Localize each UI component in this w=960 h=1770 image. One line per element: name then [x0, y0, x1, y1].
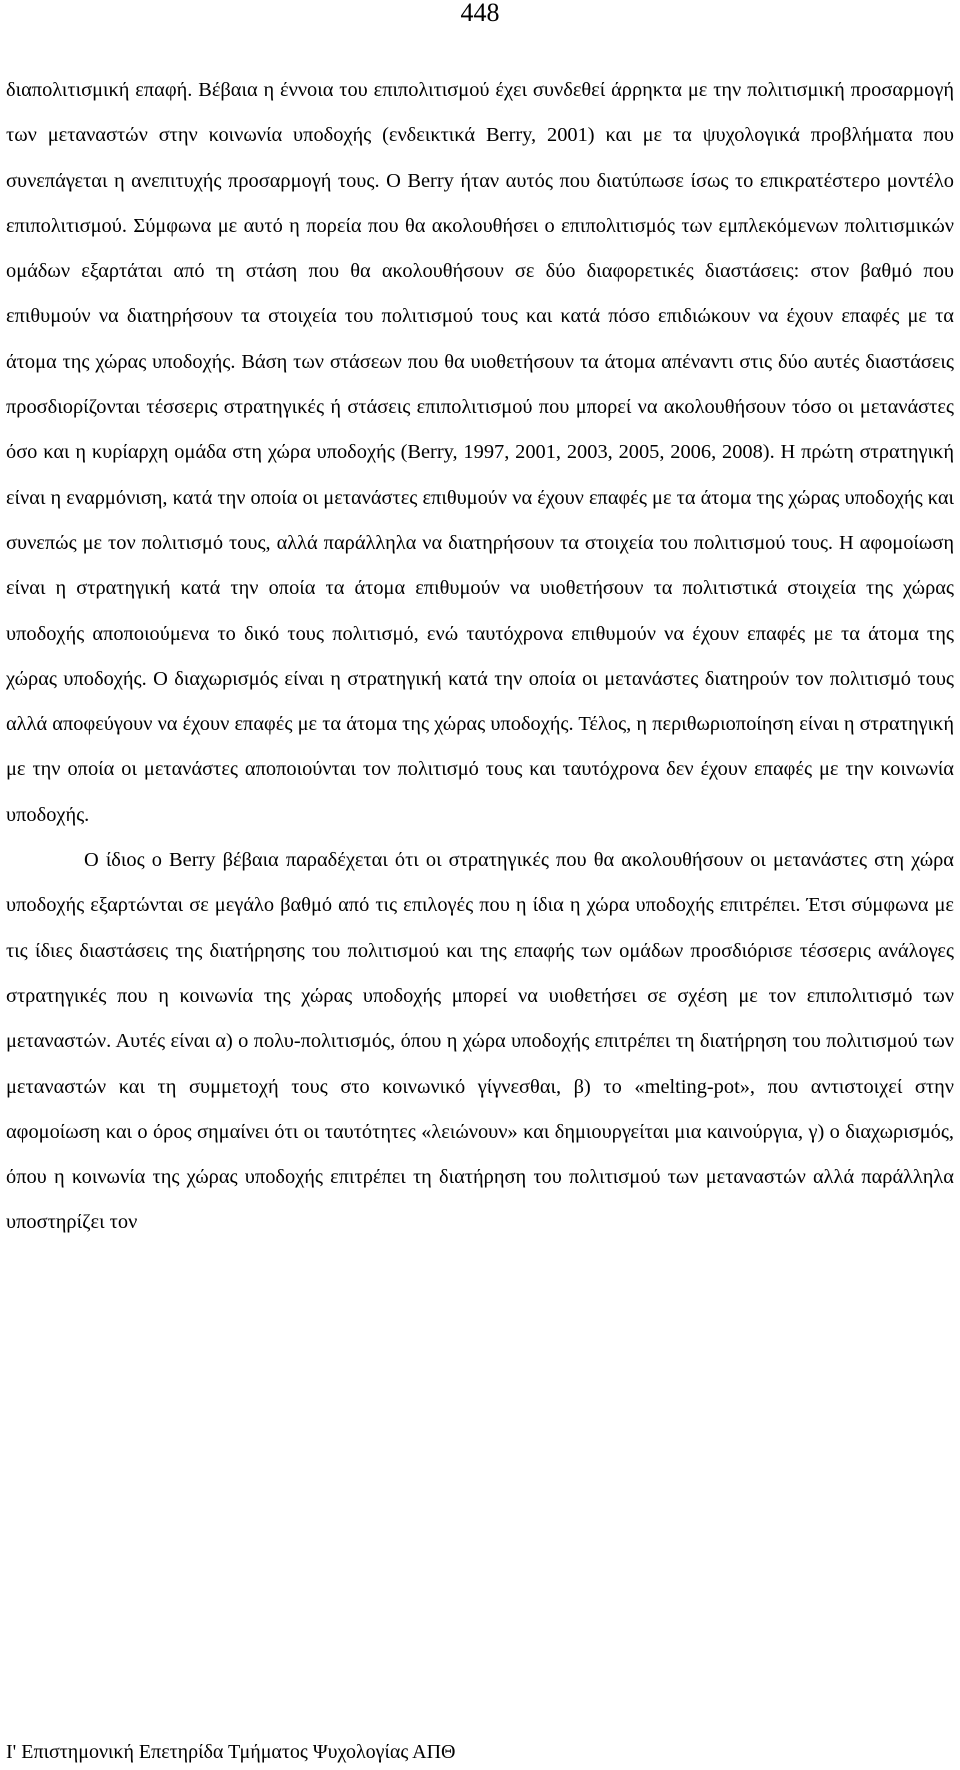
footer: Ι' Επιστημονική Επετηρίδα Τμήματος Ψυχολογίας ΑΠΘ — [6, 1741, 456, 1763]
paragraph: διαπολιτισμική επαφή. Βέβαια η έννοια του επιπολιτισμού έχει συνδεθεί άρρηκτα με την πολιτισμική προσαρμογή των μεταναστών στην κοινωνία υποδοχής (ενδεικτικά Berry, 2001) και με τα ψυχολογικά προβλήματα που συνεπάγεται η ανεπιτυχής προσαρμογή τους. Ο Berry ήταν αυτός που διατύπωσε ίσως το επικρατέστερο μοντέλο επιπολιτισμού. Σύμφωνα με αυτό η πορεία που θα ακολουθήσει ο επιπολιτισμός των εμπλεκόμενων πολιτισμικών ομάδων εξαρτάται από τη στάση που θα ακολουθήσουν σε δύο διαφορετικές διαστάσεις: στον βαθμό που επιθυμούν να διατηρήσουν τα στοιχεία του πολιτισμού τους και κατά πόσο επιδιώκουν να έχουν επαφές με τα άτομα της χώρας υποδοχής. Βάση των στάσεων που θα υιοθετήσουν τα άτομα απέναντι στις δύο αυτές διαστάσεις προσδιορίζονται τέσσερις στρατηγικές ή στάσεις επιπολιτισμού που μπορεί να ακολουθήσουν τόσο οι μετανάστες όσο και η κυρίαρχη ομάδα στη χώρα υποδοχής (Berry, 1997, 2001, 2003, 2005, 2006, 2008). Η πρώτη στρατηγική είναι η εναρμόνιση, κατά την οποία οι μετανάστες επιθυμούν να έχουν επαφές με τα άτομα της χώρας υποδοχής και συνεπώς με τον πολιτισμό τους, αλλά παράλληλα να διατηρήσουν τα στοιχεία του πολιτισμού τους. Η αφομοίωση είναι η στρατηγική κατά την οποία τα άτομα επιθυμούν να υιοθετήσουν τα πολιτιστικά στοιχεία της χώρας υποδοχής αποποιούμενα το δικό τους πολιτισμό, ενώ ταυτόχρονα επιθυμούν να έχουν επαφές με τα άτομα της χώρας υποδοχής. Ο διαχωρισμός είναι η στρατηγική κατά την οποία οι μετανάστες διατηρούν τον πολιτισμό τους αλλά αποφεύγουν να έχουν επαφές με τα άτομα της χώρας υποδοχής. Τέλος, η περιθωριοποίηση είναι η στρατηγική με την οποία οι μετανάστες αποποιούνται τον πολιτισμό τους και ταυτόχρονα δεν έχουν επαφές με την κοινωνία υποδοχής. — [6, 79, 955, 826]
paragraph: Ο ίδιος ο Berry βέβαια παραδέχεται ότι οι στρατηγικές που θα ακολουθήσουν οι μετανάστες στη χώρα υποδοχής εξαρτώνται σε μεγάλο βαθμό από τις επιλογές που η ίδια η χώρα υποδοχής επιτρέπει. Έτσι σύμφωνα με τις ίδιες διαστάσεις της διατήρησης του πολιτισμού και της επαφής των ομάδων προσδιόρισε τέσσερις ανάλογες στρατηγικές που η κοινωνία της χώρας υποδοχής μπορεί να υιοθετήσει σε σχέση με τον επιπολιτισμό των μεταναστών. Αυτές είναι α) ο πολυ-πολιτισμός, όπου η χώρα υποδοχής επιτρέπει τη διατήρηση του πολιτισμού των μεταναστών και τη συμμετοχή τους στο κοινωνικό γίγνεσθαι, β) το «melting-pot», που αντιστοιχεί στην αφομοίωση και ο όρος σημαίνει ότι οι ταυτότητες «λειώνουν» και δημιουργείται μια καινούργια, γ) ο διαχωρισμός, όπου η κοινωνία της χώρας υποδοχής επιτρέπει τη διατήρηση του πολιτισμού των μεταναστών αλλά παράλληλα υποστηρίζει τον — [6, 849, 954, 1234]
body-text — [6, 68, 954, 1246]
page-number: 448 — [460, 0, 500, 27]
